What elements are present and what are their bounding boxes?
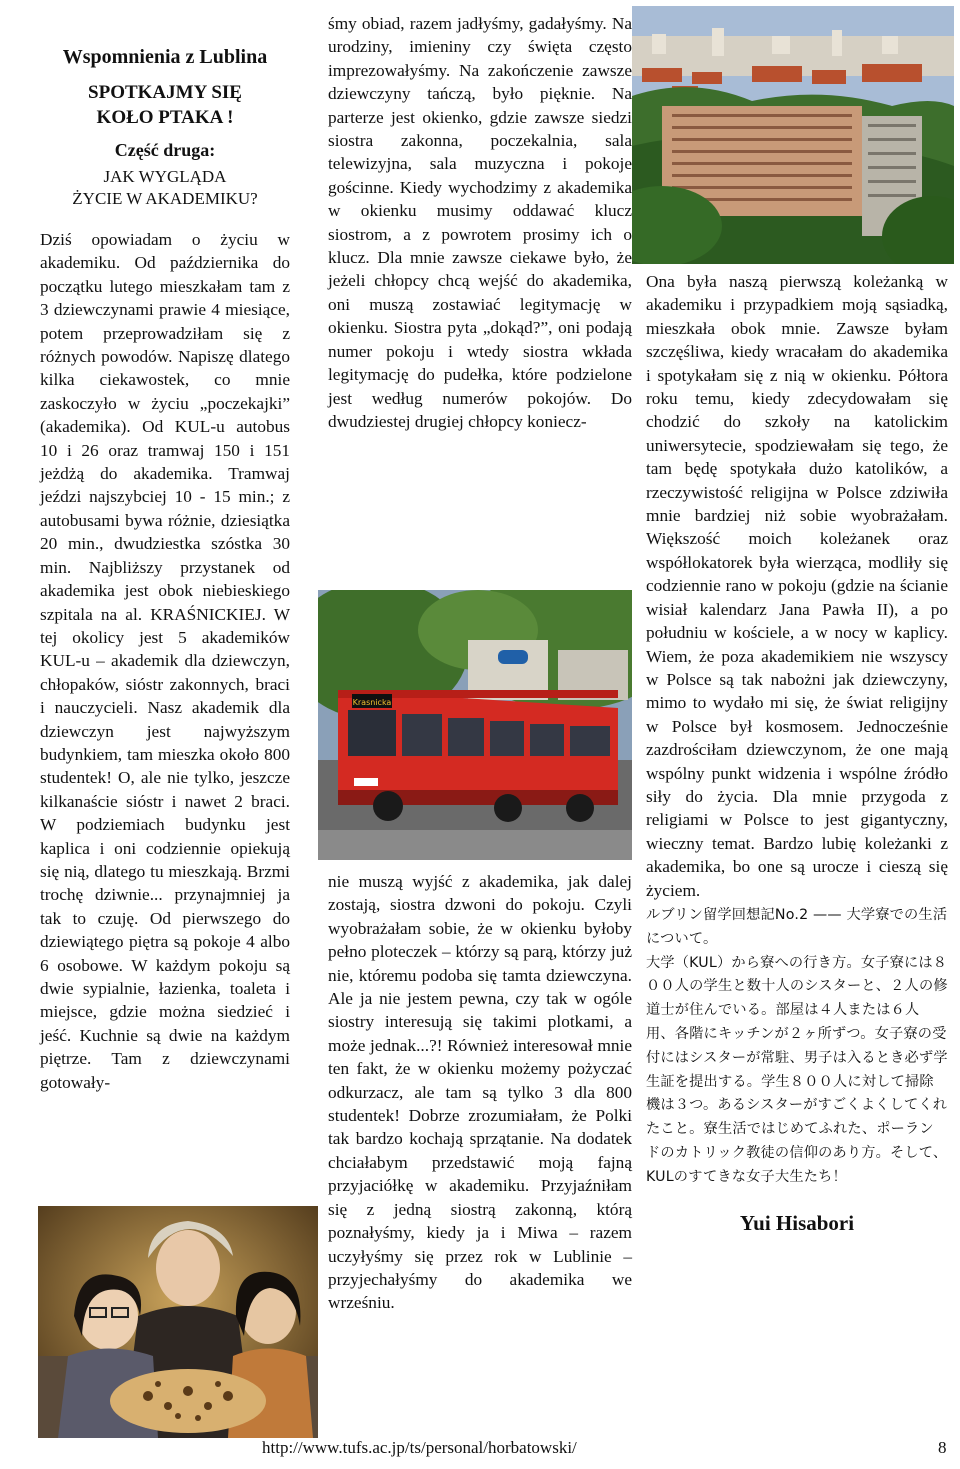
photo-friends-image [38, 1206, 318, 1438]
subtitle-line1: JAK WYGLĄDA [103, 167, 227, 186]
page-number: 8 [938, 1438, 947, 1457]
japanese-title: ルブリン留学回想記No.2 —— 大学寮での生活について。 [646, 906, 948, 947]
footer-url: http://www.tufs.ac.jp/ts/personal/horbatowski/ [262, 1438, 577, 1457]
column-3 [646, 270, 948, 1235]
photo-city-image [632, 6, 954, 264]
photo-bus-image [318, 590, 632, 860]
column-3-text: Ona była naszą pierwszą koleżanką w akademiku i przypadkiem moją sąsiadką, mieszkała obok mnie. Zawsze byłam szczęśliwa, kiedy wracałam do akademika i spotykałam się z nią w okienku. Półtora roku temu, kiedy zdecydowałam się chodzić do szkoły na katolickim uniwersytecie, spodziewałam się tego, że tam będę spotykała dużo katolików, a rzeczywistość religijna w Polsce zdziwiła mnie bardziej niż sobie wyobrażałam. Większość moich koleżanek oraz współlokatorek była wierząca, modliły się codziennie rano w pokoju (gdzie na ścianie wisiał kalendarz Jana Pawła II), a po południu w kościele, a w nocy w kaplicy. Wiem, że poza akademikiem nie wszyscy w Polsce są tak nabożni jak dziewczyny, mimo to wydało mi się, że świat religijny w Polsce był kosmosem. Jednocześnie zazdrościłam dziewczynom, że one mają wspólny punkt widzenia i wspólne źródło siły do życia. Dla mnie przygoda z religiami w Polsce to jest gigantyczny, wieczny temat. Bardzo lubię koleżanki z akademika, bo one są urocze i cieszą się życiem. [646, 272, 948, 900]
part-label: Część druga: [114, 140, 216, 160]
article-title-line1: SPOTKAJMY SIĘ [88, 82, 242, 103]
subtitle-line2: ŻYCIE W AKADEMIKU? [72, 189, 258, 208]
series-title: Wspomnienia z Lublina [62, 46, 268, 68]
column-1 [40, 44, 290, 1094]
column-2-top-text: śmy obiad, razem jadłyśmy, gadałyśmy. Na urodziny, imieniny czy święta często imprezowałyśmy. Na zakończenie zawsze dziewczyny tańczą, było pięknie. Na parterze jest okienko, gdzie zawsze siedzi siostra zakonna, poczekalnia, sala telewizyjna, sala muzyczna i pokoje gościnne. Kiedy wychodzimy z akademika w okienku musimy oddawać klucz siostrom, a z powrotem prosimy ich o klucz. Dla mnie zawsze ciekawe było, że jeżeli chłopcy chcą wejść do akademika, oni muszą zostawiać legitymację w okienku. Siostra pyta „dokąd?”, oni podają numer pokoju i wtedy siostra wkłada legitymację do pudełka, które podzielone jest według numerów pokojów. Do dwudziestej drugiej chłopcy koniecz- [328, 14, 632, 431]
column-1-text: Dziś opowiadam o życiu w akademiku. Od października do początku lutego mieszkałam tam z 3 dziewczynami prawie 4 miesiące, potem przeprowadziłam się z różnych powodów. Napiszę dlatego kilka ciekawostek, co mnie zaskoczyło w życiu „poczekajki” (akademika). Od KUL-u autobus 10 i 26 oraz tramwaj 150 i 151 jeżdżą do akademika. Tramwaj jeździ najszybciej 10 - 15 min.; z autobusami bywa różnie, dziesiątka 20 min., dwudziestka szóstka 30 min. Najbliższy przystanek od akademika jest obok niebieskiego szpitala na al. KRAŚNICKIEJ. W tej okolicy jest 5 akademików KUL-u – akademik dla dziewczyn, chłopaków, sióstr zakonnych, braci i nauczycieli. Nasz akademik dla dziewczyn jest najwyższym budynkiem, tam mieszka około 800 studentek! O, ale nie tylko, jeszcze kilkanaście sióstr i nawet 2 braci. W podziemiach budynku jest kaplica i oni codziennie opiekują się nią, dlatego tu mieszkają. Brzmi trochę dziwnie... przynajmniej ja tak to czuję. Od pierwszego do dziewiątego piętra są pokoje 4 albo 6 osobowe. W każdym pokoju są dwie sypialnie, łazienka, toaleta i miejsce, gdzie można siedzieć i jeść. Kuchnie są dwie na każdym piętrze. Tam z dziewczynami gotowały- [40, 230, 290, 1092]
photo-city [632, 6, 954, 264]
author-signature: Yui Hisabori [739, 1210, 855, 1235]
japanese-summary: 大学（KUL）から寮への行き方。女子寮には８００人の学生と数十人のシスターと、２人の修道士が住んでいる。部屋は４人または６人用、各階にキッチンが２ヶ所ずつ。女子寮の受付にはシスターが常駐、男子は入るとき必ず学生証を提出する。学生８００人に対して掃除機は３つ。あるシスターがすごくよくしてくれたこと。寮生活ではじめてふれた、ポーランドのカトリック教徒の信仰のあり方。そして、KULのすてきな女子大生たち！ [646, 954, 948, 1185]
article-title-line2: KOŁO PTAKA ! [96, 107, 234, 128]
article-header [40, 44, 290, 210]
column-2-bottom-text: nie muszą wyjść z akademika, jak dalej zostają, siostra dzwoni do pokoju. Czyli wyobrażałam sobie, że w okienku byłoby pełno ploteczek – którzy są parą, którzy już nie, któremu podoba się tamta dziewczyna. Ale ja nie jestem pewna, czy tak w ogóle siostry interesują się takimi plotkami, a może jednak...?! Również interesował mnie ten fakt, że w okienku możemy pożyczać odkurzacz, ale tam są tylko 3 dla 800 studentek! Dobrze zrozumiałam, że Polki tak bardzo kochają sprzątanie. Na dodatek chciałabym przedstawić moją fajną przyjaciółkę w akademiku. Przyjaźniłam się z jedną siostrą zakonną, którą poznałyśmy, kiedy ja i Miwa – razem uczyłyśmy się przez rok w Lublinie – przyjechałyśmy do akademika we wrześniu. [328, 872, 632, 1313]
photo-friends [38, 1206, 318, 1438]
photo-bus [318, 590, 632, 860]
column-2-bottom [328, 870, 632, 1315]
column-2-top [328, 12, 632, 433]
bus-destination-sign: Krasnicka [352, 698, 392, 707]
